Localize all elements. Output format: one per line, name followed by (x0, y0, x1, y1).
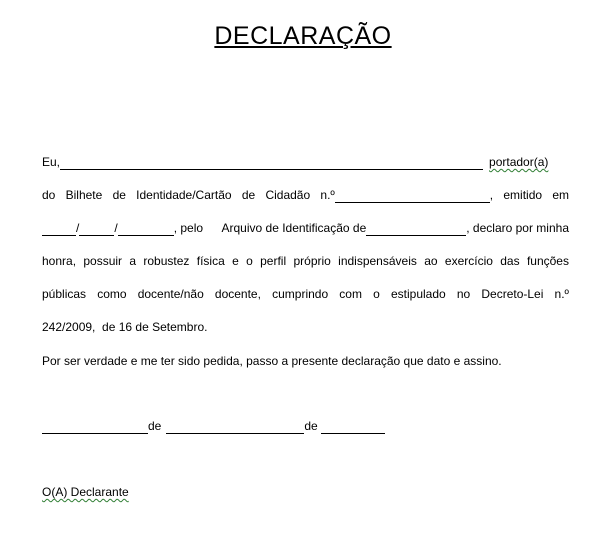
word: o (246, 254, 253, 268)
closing-statement: Por ser verdade e me ter sido pedida, passo a presente declaração que dato e assino. (42, 354, 502, 368)
word: em (552, 188, 569, 202)
pelo-label: , pelo (173, 221, 204, 235)
issue-year-blank[interactable] (118, 223, 174, 236)
number-label: n.º (320, 188, 335, 202)
word: ao (424, 254, 438, 268)
eu-label: Eu, (42, 155, 61, 169)
word: do (42, 188, 56, 202)
word: possuir (83, 254, 123, 268)
declaro-label: , declaro por minha (466, 221, 569, 235)
body-line-4 (42, 253, 569, 269)
word: a (129, 254, 137, 268)
word: Decreto-Lei (481, 287, 544, 301)
word: Bilhete (65, 188, 103, 202)
word: como (97, 287, 127, 301)
issue-month-blank[interactable] (79, 223, 114, 236)
word: perfil (260, 254, 287, 268)
word: física (196, 254, 225, 268)
word: das (500, 254, 520, 268)
id-card-line (42, 187, 569, 203)
word: estipulado (390, 287, 446, 301)
word: próprio (293, 254, 331, 268)
word: funções (526, 254, 569, 268)
comma: , (489, 188, 494, 202)
word: de (112, 188, 126, 202)
portador-label: portador(a) (489, 155, 549, 169)
word: com (339, 287, 362, 301)
slash: / (76, 221, 80, 235)
word: n.º (554, 287, 569, 301)
year-blank[interactable] (321, 421, 385, 434)
word: Cidadão (265, 188, 311, 202)
word: emitido (503, 188, 543, 202)
name-blank[interactable] (60, 157, 483, 170)
day-month-blank[interactable] (166, 421, 304, 434)
place-blank[interactable] (42, 421, 148, 434)
word: indispensáveis (338, 254, 417, 268)
word: no (456, 287, 471, 301)
issue-day-blank[interactable] (42, 223, 76, 236)
de-label: de (304, 419, 318, 433)
word: Identidade/Cartão (136, 188, 232, 202)
place-date-line (42, 418, 569, 438)
word: docente, (214, 287, 261, 301)
decree-date-line: 242/2009, de 16 de Setembro. (42, 320, 208, 334)
word: e (232, 254, 239, 268)
document-title: DECLARAÇÃO (214, 22, 392, 50)
arquivo-label: Arquivo de Identificação de (221, 221, 367, 235)
word: docente/não (137, 287, 204, 301)
arquivo-blank[interactable] (366, 223, 466, 236)
issue-date-line (42, 220, 569, 236)
word: exercício (444, 254, 493, 268)
word: cumprindo (272, 287, 329, 301)
id-number-blank[interactable] (335, 190, 490, 203)
word: públicas (42, 287, 87, 301)
de-label: de (148, 419, 162, 433)
slash: / (114, 221, 118, 235)
word: honra, (42, 254, 77, 268)
body-line-5 (42, 286, 569, 302)
name-line (42, 154, 569, 170)
word: de (241, 188, 256, 202)
declarante-text: O(A) Declarante (42, 485, 129, 499)
word: o (373, 287, 380, 301)
word: robustez (143, 254, 190, 268)
signature-label (42, 484, 569, 500)
